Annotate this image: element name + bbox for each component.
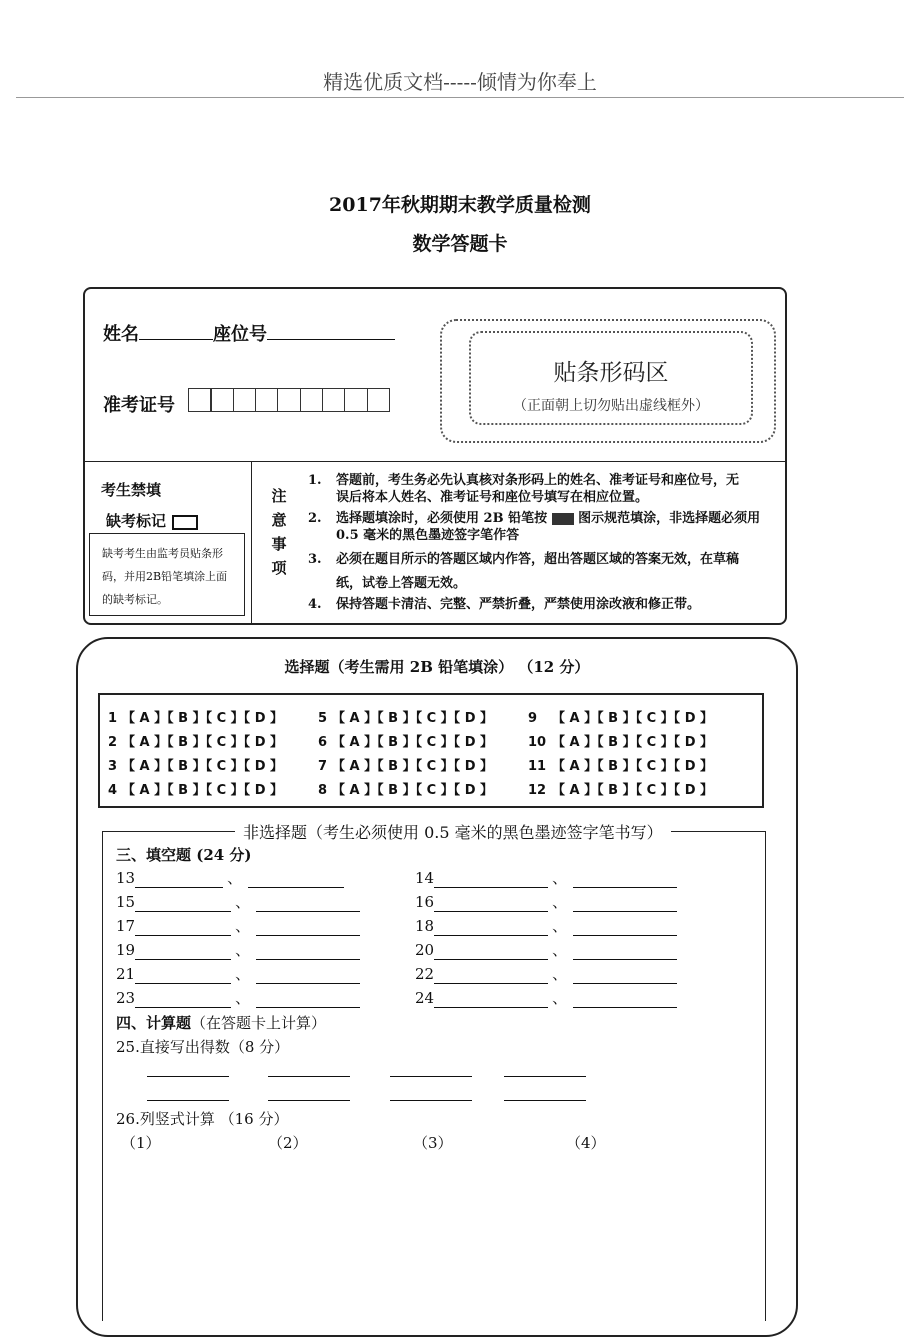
q25-blank[interactable] [390,1076,472,1077]
fill-question-number: 23 [116,989,136,1007]
fill-blank-row[interactable] [116,867,344,888]
q26-part: （4） [566,1134,606,1152]
fill-blank[interactable] [434,941,548,960]
fill-blank-row[interactable] [415,915,677,936]
q25-blank[interactable] [268,1100,350,1101]
choice-options[interactable]: 【 A 】【 B 】【 C 】【 D 】 [552,735,714,750]
choice-question-row[interactable] [528,755,713,774]
choice-section-title: 选择题（考生需用 2B 铅笔填涂） （12 分） [284,658,590,676]
choice-question-row[interactable] [318,755,493,774]
fill-blank-row[interactable] [415,867,677,888]
fill-blank[interactable] [135,941,231,960]
choice-options[interactable]: 【 A 】【 B 】【 C 】【 D 】 [122,711,284,726]
absent-header: 考生禁填 [101,481,162,499]
fill-blank[interactable] [135,917,231,936]
fill-question-number: 19 [116,941,136,959]
exam-title: 2017年秋期期末教学质量检测 [329,194,591,216]
choice-question-number: 4 [108,783,118,798]
fill-question-number: 17 [116,917,136,935]
choice-question-number: 6 [318,735,328,750]
choice-question-row[interactable] [528,779,713,798]
info-vertical-divider [251,462,252,625]
note-item-4: 4. 保持答题卡清洁、完整、严禁折叠，严禁使用涂改液和修正带。 [308,597,701,612]
choice-question-number: 11 [528,759,547,774]
exam-number-cell[interactable] [322,388,346,412]
choice-question-row[interactable] [528,731,713,750]
exam-number-cell[interactable] [210,388,234,412]
name-field[interactable] [103,320,395,346]
fill-separator: 、 [552,965,568,983]
choice-options[interactable]: 【 A 】【 B 】【 C 】【 D 】 [122,735,284,750]
choice-options[interactable]: 【 A 】【 B 】【 C 】【 D 】 [332,783,494,798]
fill-blank[interactable] [256,893,360,912]
choice-options[interactable]: 【 A 】【 B 】【 C 】【 D 】 [552,783,714,798]
fill-blank[interactable] [573,941,677,960]
choice-question-number: 8 [318,783,328,798]
fill-blank-row[interactable] [116,915,360,936]
choice-question-row[interactable] [108,779,283,798]
notes-vertical-label: 注 意 事 项 [271,487,287,577]
fill-blank[interactable] [434,917,548,936]
fill-question-number: 24 [415,989,435,1007]
q25-blank[interactable] [390,1100,472,1101]
choice-question-number: 9 [528,711,538,726]
q25-blank[interactable] [268,1076,350,1077]
exam-number-cell[interactable] [367,388,391,412]
fill-blank-row[interactable] [415,891,677,912]
q26-part: （2） [268,1134,308,1152]
fill-question-number: 18 [415,917,435,935]
seat-blank[interactable] [267,339,395,340]
choice-question-number: 3 [108,759,118,774]
exam-number-cell[interactable] [277,388,301,412]
choice-question-number: 2 [108,735,118,750]
choice-question-number: 10 [528,735,547,750]
choice-question-row[interactable] [528,707,713,726]
choice-question-row[interactable] [318,707,493,726]
fill-blank[interactable] [135,893,231,912]
choice-question-number: 7 [318,759,328,774]
fill-question-number: 13 [116,869,136,887]
fill-blank[interactable] [135,989,231,1008]
fill-question-number: 21 [116,965,136,983]
choice-question-row[interactable] [108,707,283,726]
fill-blank[interactable] [256,989,360,1008]
page-header: 精选优质文档-----倾情为你奉上 [323,70,597,94]
fill-blank[interactable] [434,965,548,984]
fill-separator: 、 [552,941,568,959]
card-title: 数学答题卡 [412,233,508,255]
fill-blank[interactable] [256,965,360,984]
fill-blank-row[interactable] [415,939,677,960]
fill-question-number: 20 [415,941,435,959]
q25-blank[interactable] [147,1100,229,1101]
fill-separator: 、 [552,917,568,935]
calc-heading: 四、计算题（在答题卡上计算） [116,1014,327,1032]
fill-separator: 、 [552,989,568,1007]
exam-number-cell[interactable] [233,388,257,412]
fill-blank-row[interactable] [415,987,677,1008]
exam-number-cells[interactable] [188,388,389,412]
q25-blank[interactable] [504,1100,586,1101]
choice-question-row[interactable] [318,731,493,750]
fill-blank[interactable] [256,917,360,936]
fill-blank[interactable] [434,989,548,1008]
note-item-1: 1. 答题前，考生务必先认真核对条形码上的姓名、准考证号和座位号，无 误后将本人姓名、准考证号和座位号填写在相应位置。 [308,473,740,505]
info-divider [85,461,787,462]
choice-question-row[interactable] [108,755,283,774]
fill-separator: 、 [235,941,251,959]
choice-options[interactable]: 【 A 】【 B 】【 C 】【 D 】 [332,735,494,750]
absent-mark-label: 缺考标记 [106,512,167,530]
q26-part: （3） [413,1134,453,1152]
choice-options[interactable]: 【 A 】【 B 】【 C 】【 D 】 [332,711,494,726]
fill-separator: 、 [235,965,251,983]
name-blank[interactable] [139,339,213,340]
barcode-subtitle: （正面朝上切勿贴出虚线框外） [513,398,709,414]
q25-blank[interactable] [147,1076,229,1077]
fill-blank[interactable] [434,869,548,888]
fill-blank[interactable] [573,989,677,1008]
note-item-2: 2. 选择题填涂时，必须使用 2B 铅笔按 图示规范填涂，非选择题必须用 0.5 毫米的黑色墨迹签字笔作答 [308,511,761,543]
note-item-3: 3. 必须在题目所示的答题区域内作答，超出答题区域的答案无效，在草稿 纸，试卷上答题无效。 [308,552,740,591]
absent-mark-row [106,510,198,531]
choice-question-number: 12 [528,783,547,798]
fill-separator: 、 [227,869,243,887]
fill-question-number: 15 [116,893,136,911]
fill-blank-row[interactable] [116,891,360,912]
exam-number-cell[interactable] [255,388,279,412]
fill-blank[interactable] [135,869,223,888]
fill-blank-row[interactable] [116,939,360,960]
absent-note [89,533,245,616]
name-label: 姓名 [103,324,139,345]
fill-heading: 三、填空题 (24 分) [116,846,252,864]
fill-blank-row[interactable] [116,987,360,1008]
fill-separator: 、 [235,989,251,1007]
choice-question-row[interactable] [318,779,493,798]
choice-question-number: 5 [318,711,328,726]
choice-options[interactable]: 【 A 】【 B 】【 C 】【 D 】 [122,759,284,774]
seat-label: 座位号 [213,324,267,345]
absent-note-line: 的缺考标记。 [102,593,168,606]
choice-options[interactable]: 【 A 】【 B 】【 C 】【 D 】 [552,759,714,774]
exam-number-cell[interactable] [344,388,368,412]
nonchoice-title: 非选择题（考生必须使用 0.5 毫米的黑色墨迹签字笔书写） [235,820,671,843]
fill-blank[interactable] [256,941,360,960]
exam-number-cell[interactable] [188,388,212,412]
fill-blank[interactable] [434,893,548,912]
q25-blank[interactable] [504,1076,586,1077]
fill-question-number: 14 [415,869,435,887]
choice-options[interactable]: 【 A 】【 B 】【 C 】【 D 】 [122,783,284,798]
fill-blank[interactable] [573,917,677,936]
absent-note-line: 缺考考生由监考员贴条形 [102,547,223,560]
fill-separator: 、 [235,893,251,911]
header-divider [16,97,904,98]
fill-blank[interactable] [573,893,677,912]
fill-blank-row[interactable] [415,963,677,984]
absent-mark-box[interactable] [172,515,198,530]
fill-blank-row[interactable] [116,963,360,984]
fill-question-number: 16 [415,893,435,911]
exam-number-cell[interactable] [300,388,324,412]
choice-options[interactable]: 【 A 】【 B 】【 C 】【 D 】 [552,711,714,726]
fill-blank[interactable] [573,869,677,888]
fill-separator: 、 [552,893,568,911]
fill-blank[interactable] [135,965,231,984]
q26-part: （1） [121,1134,161,1152]
choice-question-number: 1 [108,711,118,726]
barcode-title: 贴条形码区 [553,360,669,386]
question-25: 25.直接写出得数（8 分） [116,1038,290,1056]
fill-separator: 、 [552,869,568,887]
absent-note-line: 码，并用2B铅笔填涂上面 [102,570,228,583]
exam-number-label: 准考证号 [103,395,175,416]
fill-sample-block [552,513,574,525]
fill-blank[interactable] [573,965,677,984]
choice-question-row[interactable] [108,731,283,750]
fill-question-number: 22 [415,965,435,983]
fill-blank[interactable] [248,869,344,888]
choice-options[interactable]: 【 A 】【 B 】【 C 】【 D 】 [332,759,494,774]
question-26: 26.列竖式计算 （16 分） [116,1110,289,1128]
fill-separator: 、 [235,917,251,935]
